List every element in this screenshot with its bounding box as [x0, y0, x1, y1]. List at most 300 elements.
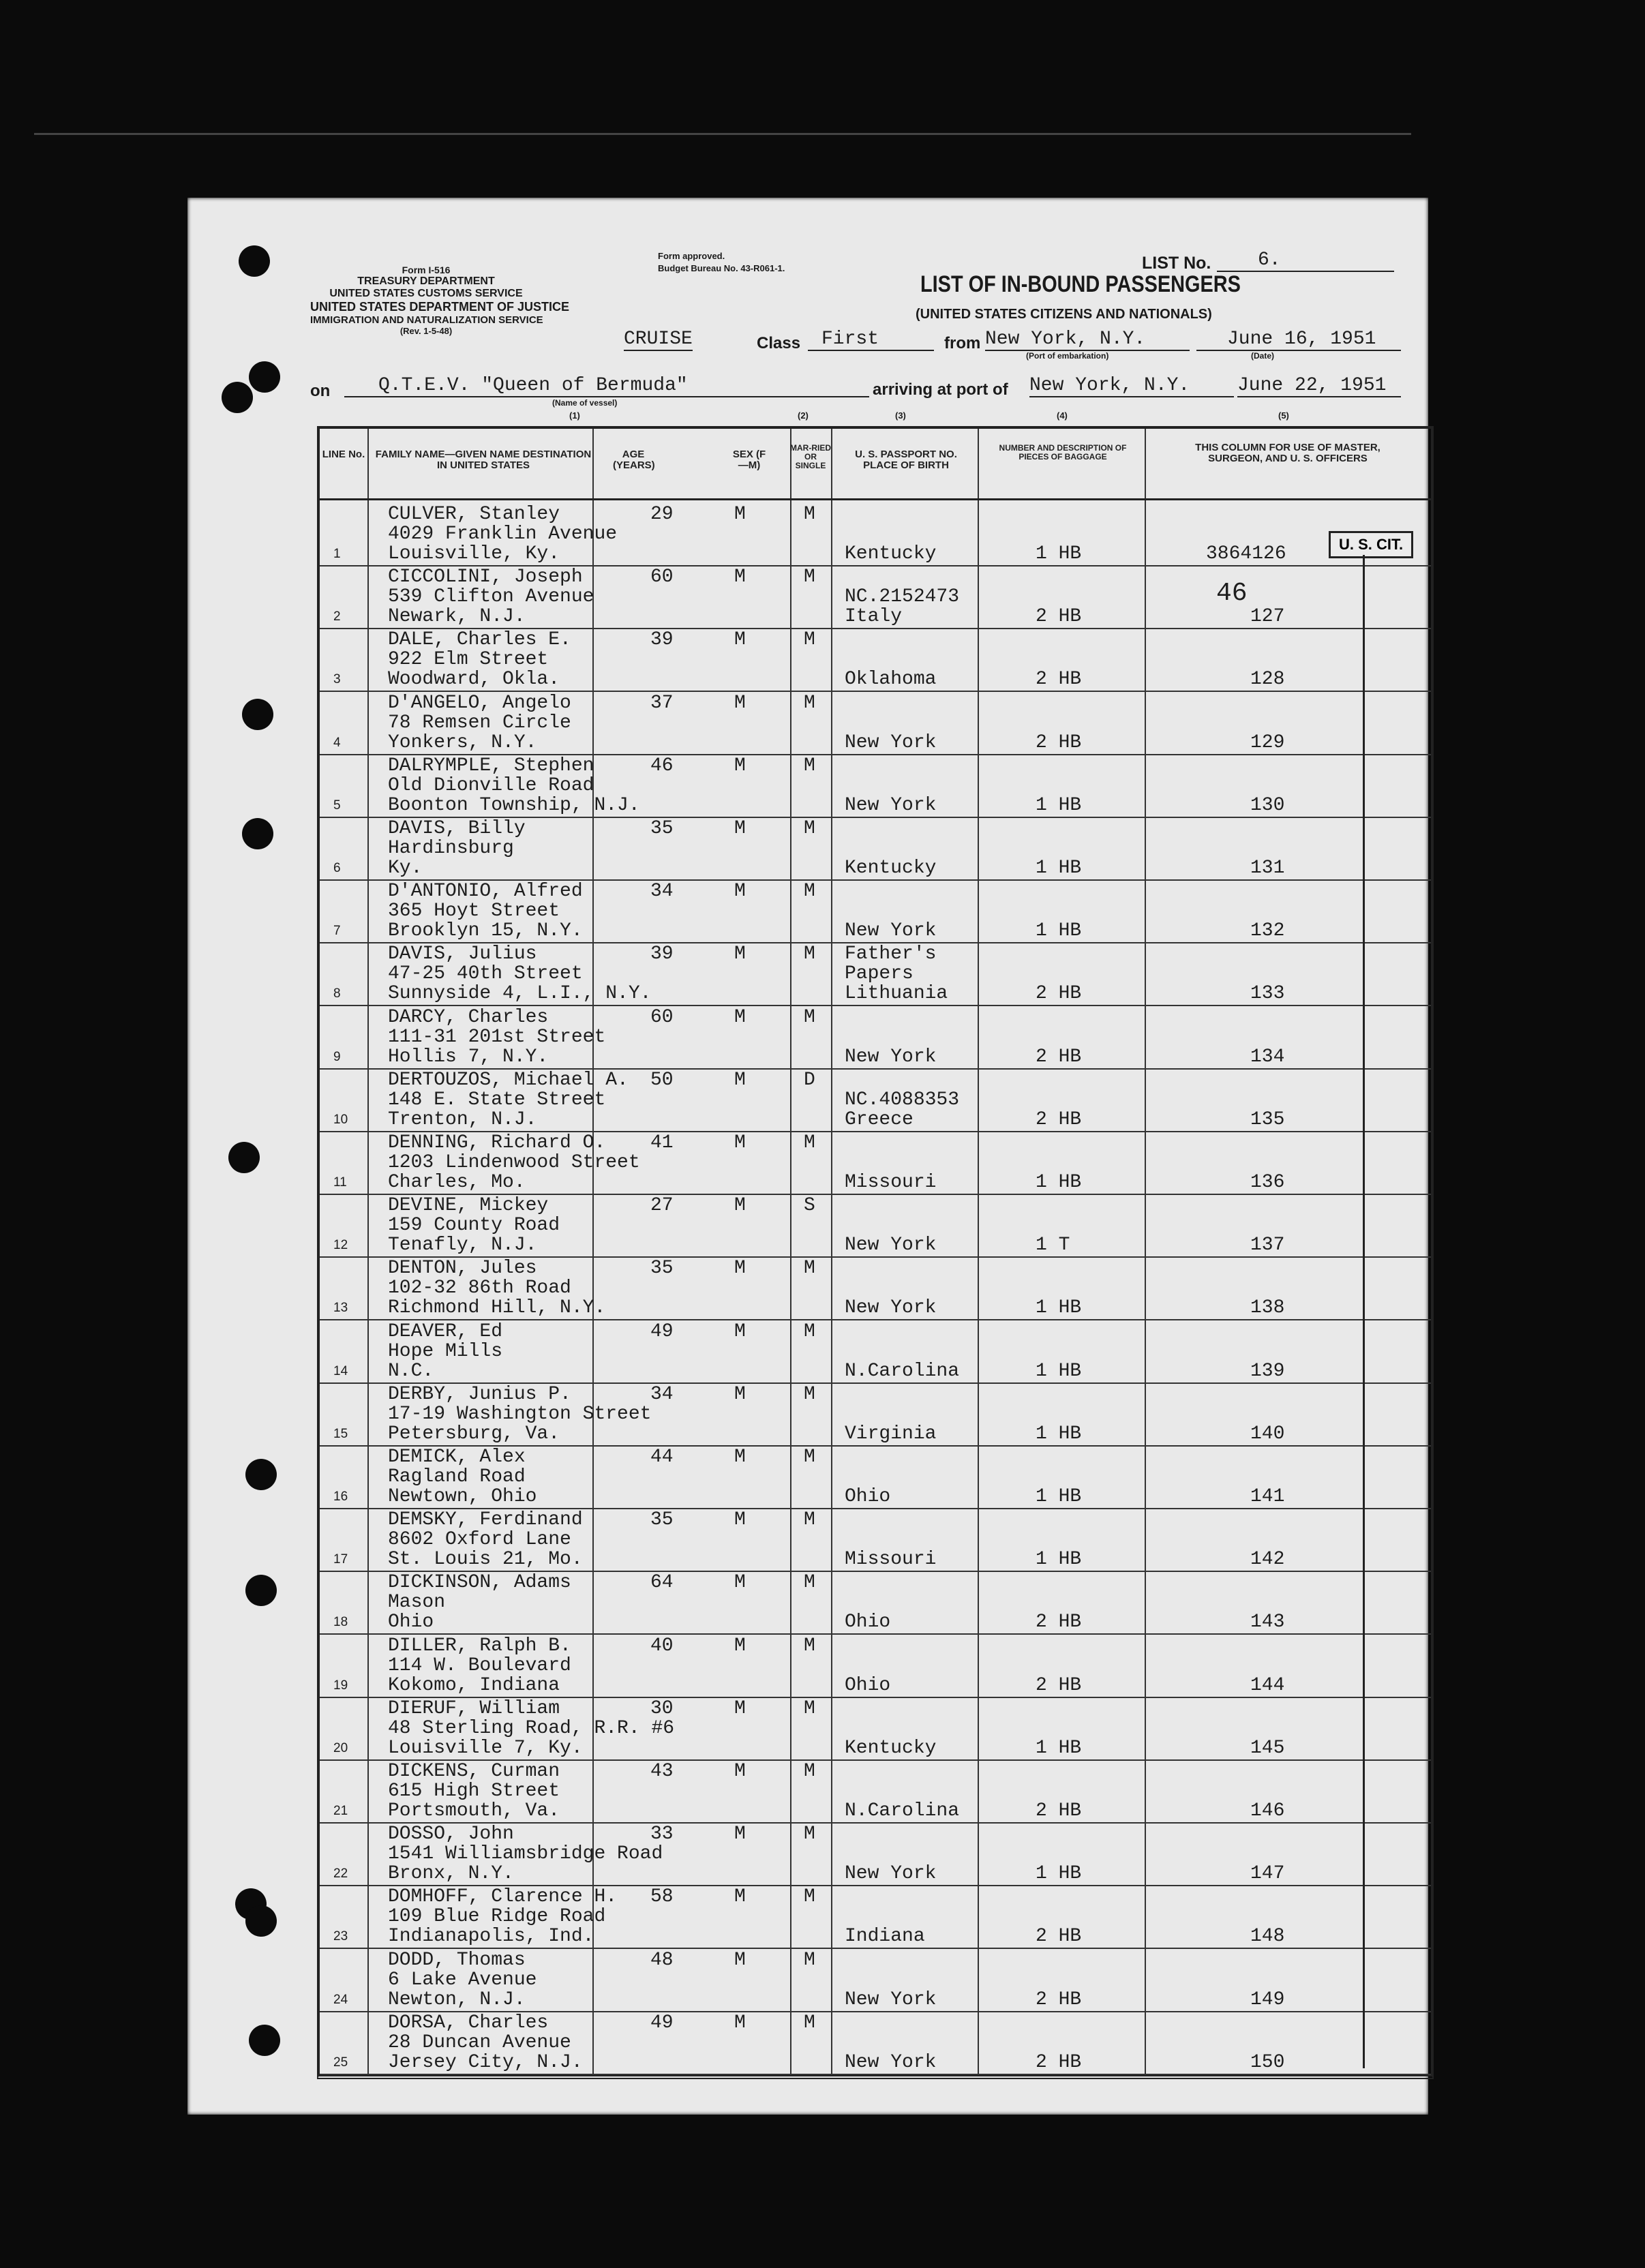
- baggage-value: 1 HB: [1036, 1549, 1082, 1571]
- address-line-2: St. Louis 21, Mo.: [388, 1549, 583, 1571]
- vessel-note: (Name of vessel): [552, 398, 618, 408]
- port-note: (Port of embarkation): [1026, 351, 1109, 361]
- scan-edge-line: [34, 133, 1411, 135]
- marital-status: M: [804, 566, 815, 588]
- address-line-2: Portsmouth, Va.: [388, 1800, 560, 1821]
- address-line-2: Tenafly, N.J.: [388, 1235, 537, 1256]
- table-row: [320, 628, 1431, 692]
- passport-line-1: Father's: [845, 943, 937, 965]
- marital-status: D: [804, 1069, 815, 1091]
- place-of-birth: Virginia: [845, 1423, 937, 1445]
- agency-customs: UNITED STATES CUSTOMS SERVICE: [329, 288, 523, 299]
- from-label: from: [944, 334, 981, 352]
- table-row: [320, 1885, 1431, 1949]
- table-row: [320, 1256, 1431, 1320]
- officer-note: 3864126: [1206, 543, 1286, 564]
- sex-value: M: [734, 692, 746, 714]
- address-line-1: 615 High Street: [388, 1781, 560, 1802]
- address-line-2: Petersburg, Va.: [388, 1423, 560, 1445]
- line-number: 5: [333, 798, 341, 813]
- sex-value: M: [734, 1320, 746, 1342]
- place-of-birth: New York: [845, 2051, 937, 2073]
- sex-value: M: [734, 1195, 746, 1217]
- table-row: [320, 1759, 1431, 1824]
- line-number: 9: [333, 1049, 341, 1064]
- place-of-birth: New York: [845, 920, 937, 942]
- address-line-2: Ohio: [388, 1612, 434, 1633]
- list-title: LIST OF IN-BOUND PASSENGERS: [920, 271, 1241, 297]
- sex-value: M: [734, 1447, 746, 1468]
- embarkation-port: New York, N.Y.: [985, 329, 1190, 351]
- table-row: [320, 691, 1431, 755]
- place-of-birth: New York: [845, 1863, 937, 1885]
- embarkation-date: June 16, 1951: [1196, 329, 1401, 351]
- sex-value: M: [734, 755, 746, 776]
- passenger-name: DODD, Thomas: [388, 1949, 526, 1971]
- table-row: [320, 1445, 1431, 1509]
- marital-status: M: [804, 1320, 815, 1342]
- punch-hole: [242, 699, 273, 730]
- line-number: 13: [333, 1301, 348, 1316]
- age-value: 39: [650, 943, 674, 965]
- line-number: 2: [333, 609, 341, 624]
- age-value: 35: [650, 818, 674, 839]
- us-citizen-stamp: U. S. CIT.: [1329, 531, 1413, 558]
- baggage-value: 2 HB: [1036, 1108, 1082, 1130]
- baggage-value: 2 HB: [1036, 2051, 1082, 2073]
- class-value: First: [808, 329, 934, 351]
- officer-note: 127: [1250, 606, 1285, 628]
- address-line-1: 159 County Road: [388, 1215, 560, 1237]
- age-value: 48: [650, 1949, 674, 1971]
- table-row: [320, 879, 1431, 943]
- officer-note: 130: [1250, 794, 1285, 816]
- line-number: 10: [333, 1112, 348, 1127]
- marital-status: M: [804, 1886, 815, 1908]
- marital-status: M: [804, 629, 815, 651]
- form-number: Form I-516: [402, 264, 451, 275]
- sex-value: M: [734, 1383, 746, 1405]
- baggage-value: 2 HB: [1036, 669, 1082, 691]
- list-subtitle: (UNITED STATES CITIZENS AND NATIONALS): [916, 307, 1212, 322]
- line-number: 24: [333, 1992, 348, 2007]
- table-row: [320, 817, 1431, 881]
- address-line-1: 8602 Oxford Lane: [388, 1529, 571, 1551]
- marital-status: M: [804, 1572, 815, 1594]
- line-number: 11: [333, 1175, 347, 1190]
- sex-value: M: [734, 1949, 746, 1971]
- baggage-value: 2 HB: [1036, 606, 1082, 628]
- marital-status: M: [804, 881, 815, 903]
- place-of-birth: Ohio: [845, 1486, 891, 1507]
- place-of-birth: Italy: [845, 606, 903, 628]
- sex-value: M: [734, 566, 746, 588]
- officer-note: 144: [1250, 1674, 1285, 1696]
- address-line-1: 109 Blue Ridge Road: [388, 1906, 606, 1928]
- address-line-2: Ky.: [388, 858, 423, 879]
- age-value: 30: [650, 1697, 674, 1719]
- marital-status: M: [804, 1447, 815, 1468]
- table-row: [320, 1194, 1431, 1258]
- age-value: 41: [650, 1132, 674, 1153]
- col-header-married: MAR-RIED OR SINGLE: [790, 443, 831, 470]
- place-of-birth: N.Carolina: [845, 1800, 960, 1821]
- line-number: 21: [333, 1804, 348, 1818]
- manifest-page: [187, 198, 1428, 2115]
- officer-note: 148: [1250, 1926, 1285, 1948]
- passenger-name: DAVIS, Julius: [388, 943, 537, 965]
- address-line-2: Yonkers, N.Y.: [388, 731, 537, 753]
- address-line-1: Hardinsburg: [388, 838, 514, 859]
- address-line-2: Newtown, Ohio: [388, 1486, 537, 1507]
- list-number-label: LIST No.: [1142, 254, 1211, 273]
- passport-line-2: NC.4088353: [845, 1089, 960, 1110]
- table-row: [320, 1068, 1431, 1132]
- table-row: [320, 502, 1431, 566]
- baggage-value: 2 HB: [1036, 1926, 1082, 1948]
- age-value: 39: [650, 629, 674, 651]
- officer-note: 136: [1250, 1172, 1285, 1193]
- officer-note: 134: [1250, 1046, 1285, 1068]
- officer-note: 129: [1250, 731, 1285, 753]
- line-number: 6: [333, 861, 341, 875]
- column-number: (1): [569, 410, 580, 421]
- line-number: 17: [333, 1552, 348, 1567]
- table-row: [320, 1822, 1431, 1886]
- form-revision: (Rev. 1-5-48): [399, 326, 453, 336]
- sex-value: M: [734, 1886, 746, 1908]
- address-line-1: 47-25 40th Street: [388, 963, 583, 985]
- age-value: 33: [650, 1824, 674, 1845]
- marital-status: M: [804, 755, 815, 776]
- age-value: 37: [650, 692, 674, 714]
- address-line-2: N.C.: [388, 1360, 434, 1382]
- passenger-name: DENTON, Jules: [388, 1258, 537, 1280]
- baggage-value: 1 HB: [1036, 920, 1082, 942]
- class-label: Class: [757, 334, 801, 352]
- sex-value: M: [734, 1572, 746, 1594]
- baggage-value: 2 HB: [1036, 1046, 1082, 1068]
- line-number: 23: [333, 1929, 348, 1944]
- table-row: [320, 754, 1431, 818]
- place-of-birth: New York: [845, 794, 937, 816]
- col-header-name: FAMILY NAME—GIVEN NAME DESTINATION IN UNITED STATES: [375, 449, 592, 471]
- on-label: on: [310, 382, 331, 400]
- table-row: [320, 1320, 1431, 1384]
- table-row: [320, 1006, 1431, 1070]
- officer-note: 137: [1250, 1235, 1285, 1256]
- address-line-2: Boonton Township, N.J.: [388, 794, 640, 816]
- passport-line-2: Papers: [845, 963, 914, 985]
- arriving-label: arriving at port of: [873, 380, 1008, 399]
- passenger-name: DICKINSON, Adams: [388, 1572, 571, 1594]
- passenger-name: DIERUF, William: [388, 1697, 560, 1719]
- table-row: [320, 1571, 1431, 1635]
- age-value: 49: [650, 2012, 674, 2033]
- age-value: 35: [650, 1258, 674, 1280]
- sex-value: M: [734, 1824, 746, 1845]
- line-number: 18: [333, 1615, 348, 1630]
- passenger-name: D'ANGELO, Angelo: [388, 692, 571, 714]
- line-number: 16: [333, 1490, 348, 1504]
- punch-hole: [249, 2025, 280, 2056]
- agency-immigration: IMMIGRATION AND NATURALIZATION SERVICE: [310, 314, 543, 326]
- passenger-name: DERTOUZOS, Michael A.: [388, 1069, 629, 1091]
- passport-line-2: NC.2152473: [845, 586, 960, 608]
- passenger-table: [317, 426, 1434, 2079]
- place-of-birth: New York: [845, 1297, 937, 1319]
- sex-value: M: [734, 1635, 746, 1657]
- sex-value: M: [734, 943, 746, 965]
- vessel-name: Q.T.E.V. "Queen of Bermuda": [344, 375, 869, 397]
- baggage-value: 2 HB: [1036, 983, 1082, 1005]
- address-line-2: Indianapolis, Ind.: [388, 1926, 594, 1948]
- address-line-2: Jersey City, N.J.: [388, 2051, 583, 2073]
- age-value: 49: [650, 1320, 674, 1342]
- baggage-value: 1 HB: [1036, 1863, 1082, 1885]
- officer-note: 143: [1250, 1612, 1285, 1633]
- marital-status: M: [804, 2012, 815, 2033]
- marital-status: M: [804, 1509, 815, 1531]
- column-number: (5): [1278, 410, 1289, 421]
- age-value: 58: [650, 1886, 674, 1908]
- address-line-2: Richmond Hill, N.Y.: [388, 1297, 606, 1319]
- passenger-name: DENNING, Richard O.: [388, 1132, 606, 1153]
- sex-value: M: [734, 1697, 746, 1719]
- place-of-birth: New York: [845, 1235, 937, 1256]
- table-row: [320, 1382, 1431, 1447]
- marital-status: M: [804, 943, 815, 965]
- address-line-1: Old Dionville Road: [388, 774, 594, 796]
- header-agency-block: [310, 264, 570, 336]
- cruise-label: CRUISE: [624, 329, 693, 350]
- sex-value: M: [734, 629, 746, 651]
- table-row: [320, 1634, 1431, 1698]
- sex-value: M: [734, 1132, 746, 1153]
- address-line-1: 922 Elm Street: [388, 649, 549, 671]
- line-number: 25: [333, 2055, 348, 2070]
- officer-note: 145: [1250, 1737, 1285, 1759]
- passenger-name: CULVER, Stanley: [388, 504, 560, 525]
- baggage-value: 1 HB: [1036, 1486, 1082, 1507]
- table-row: [320, 1508, 1431, 1572]
- col-header-line: LINE No.: [322, 449, 365, 460]
- punch-hole: [239, 245, 270, 277]
- address-line-1: 1541 Williamsbridge Road: [388, 1843, 663, 1865]
- place-of-birth: New York: [845, 731, 937, 753]
- address-line-2: Bronx, N.Y.: [388, 1863, 514, 1885]
- table-row: [320, 942, 1431, 1006]
- age-value: 60: [650, 1006, 674, 1028]
- address-line-1: 114 W. Boulevard: [388, 1654, 571, 1676]
- line-number: 8: [333, 986, 341, 1001]
- officer-note: 133: [1250, 983, 1285, 1005]
- address-line-2: Woodward, Okla.: [388, 669, 560, 691]
- passenger-name: DEVINE, Mickey: [388, 1195, 549, 1217]
- baggage-value: 1 HB: [1036, 543, 1082, 564]
- passenger-name: DICKENS, Curman: [388, 1761, 560, 1782]
- address-line-2: Newark, N.J.: [388, 606, 526, 628]
- punch-hole: [222, 382, 253, 413]
- line-number: 3: [333, 672, 341, 687]
- address-line-1: 539 Clifton Avenue: [388, 586, 594, 608]
- address-line-1: 102-32 86th Road: [388, 1277, 571, 1299]
- officer-note: 128: [1250, 669, 1285, 691]
- punch-hole: [228, 1142, 260, 1173]
- address-line-1: 78 Remsen Circle: [388, 712, 571, 734]
- age-value: 29: [650, 504, 674, 525]
- officer-note: 149: [1250, 1989, 1285, 2010]
- officer-note: 150: [1250, 2051, 1285, 2073]
- agency-treasury: TREASURY DEPARTMENT: [357, 275, 495, 287]
- marital-status: M: [804, 1132, 815, 1153]
- address-line-2: Newton, N.J.: [388, 1989, 526, 2010]
- line-number: 7: [333, 924, 341, 939]
- baggage-value: 2 HB: [1036, 1800, 1082, 1821]
- table-row: [320, 2011, 1431, 2075]
- address-line-1: 148 E. State Street: [388, 1089, 606, 1110]
- line-number: 20: [333, 1740, 348, 1755]
- baggage-value: 1 HB: [1036, 1737, 1082, 1759]
- sex-value: M: [734, 504, 746, 525]
- place-of-birth: Kentucky: [845, 1737, 937, 1759]
- punch-hole: [242, 818, 273, 849]
- col-header-baggage: NUMBER AND DESCRIPTION OF PIECES OF BAGGAGE: [999, 443, 1127, 462]
- passenger-name: DEMICK, Alex: [388, 1447, 526, 1468]
- marital-status: M: [804, 818, 815, 839]
- baggage-value: 2 HB: [1036, 731, 1082, 753]
- marital-status: M: [804, 692, 815, 714]
- officer-note: 140: [1250, 1423, 1285, 1445]
- passenger-name: DALE, Charles E.: [388, 629, 571, 651]
- passenger-name: DILLER, Ralph B.: [388, 1635, 571, 1657]
- table-row: [320, 1131, 1431, 1195]
- address-line-1: 111-31 201st Street: [388, 1026, 606, 1048]
- address-line-1: 28 Duncan Avenue: [388, 2031, 571, 2053]
- address-line-1: 17-19 Washington Street: [388, 1403, 652, 1425]
- column-number: (4): [1057, 410, 1068, 421]
- line-number: 22: [333, 1866, 348, 1881]
- baggage-value: 1 HB: [1036, 1423, 1082, 1445]
- line-number: 19: [333, 1678, 348, 1693]
- table-row: [320, 1948, 1431, 2012]
- agency-justice: UNITED STATES DEPARTMENT OF JUSTICE: [310, 300, 570, 314]
- baggage-value: 1 HB: [1036, 1360, 1082, 1382]
- marital-status: M: [804, 1635, 815, 1657]
- passenger-name: DORSA, Charles: [388, 2012, 549, 2033]
- sex-value: M: [734, 1069, 746, 1091]
- place-of-birth: Ohio: [845, 1674, 891, 1696]
- col-header-sex: SEX (F—M): [732, 449, 766, 471]
- marital-status: M: [804, 1006, 815, 1028]
- marital-status: M: [804, 1383, 815, 1405]
- age-value: 27: [650, 1195, 674, 1217]
- age-value: 46: [650, 755, 674, 776]
- age-value: 35: [650, 1509, 674, 1531]
- officer-note: 132: [1250, 920, 1285, 942]
- address-line-1: 1203 Lindenwood Street: [388, 1152, 640, 1173]
- marital-status: M: [804, 1824, 815, 1845]
- line-number: 15: [333, 1426, 348, 1441]
- age-value: 40: [650, 1635, 674, 1657]
- officer-note: 131: [1250, 858, 1285, 879]
- officer-note: 142: [1250, 1549, 1285, 1571]
- place-of-birth: Ohio: [845, 1612, 891, 1633]
- age-value: 34: [650, 881, 674, 903]
- baggage-value: 2 HB: [1036, 1989, 1082, 2010]
- place-of-birth: Missouri: [845, 1549, 937, 1571]
- baggage-value: 1 T: [1036, 1235, 1070, 1256]
- line-number: 12: [333, 1238, 348, 1253]
- date-note: (Date): [1251, 351, 1275, 361]
- officer-note: 135: [1250, 1108, 1285, 1130]
- passenger-name: CICCOLINI, Joseph: [388, 566, 583, 588]
- address-line-2: Hollis 7, N.Y.: [388, 1046, 549, 1068]
- place-of-birth: New York: [845, 1046, 937, 1068]
- form-approved: Form approved.: [658, 251, 725, 261]
- column-number: (2): [798, 410, 809, 421]
- marital-status: M: [804, 1761, 815, 1782]
- passenger-name: DOSSO, John: [388, 1824, 514, 1845]
- passenger-name: DEMSKY, Ferdinand: [388, 1509, 583, 1531]
- address-line-1: 365 Hoyt Street: [388, 901, 560, 922]
- address-line-2: Brooklyn 15, N.Y.: [388, 920, 583, 942]
- place-of-birth: N.Carolina: [845, 1360, 960, 1382]
- punch-hole: [245, 1905, 277, 1937]
- passenger-name: DAVIS, Billy: [388, 818, 526, 839]
- baggage-value: 1 HB: [1036, 794, 1082, 816]
- address-line-1: 4029 Franklin Avenue: [388, 524, 618, 545]
- marital-status: M: [804, 1697, 815, 1719]
- marital-status: M: [804, 1258, 815, 1280]
- address-line-1: Hope Mills: [388, 1340, 503, 1362]
- passenger-name: DERBY, Junius P.: [388, 1383, 571, 1405]
- sex-value: M: [734, 2012, 746, 2033]
- passenger-name: D'ANTONIO, Alfred: [388, 881, 583, 903]
- budget-bureau: Budget Bureau No. 43-R061-1.: [658, 263, 785, 273]
- officer-note: 138: [1250, 1297, 1285, 1319]
- address-line-2: Louisville 7, Ky.: [388, 1737, 583, 1759]
- line-number: 4: [333, 735, 341, 750]
- col-header-passport: U. S. PASSPORT NO. PLACE OF BIRTH: [855, 449, 957, 471]
- margin-note: 46: [1216, 579, 1248, 608]
- marital-status: S: [804, 1195, 815, 1217]
- age-value: 34: [650, 1383, 674, 1405]
- officer-note: 141: [1250, 1486, 1285, 1507]
- address-line-1: 48 Sterling Road, R.R. #6: [388, 1717, 675, 1739]
- col-header-officers: THIS COLUMN FOR USE OF MASTER, SURGEON, AND U. S. OFFICERS: [1195, 442, 1380, 464]
- place-of-birth: Missouri: [845, 1172, 937, 1193]
- sex-value: M: [734, 1761, 746, 1782]
- age-value: 64: [650, 1572, 674, 1594]
- arrival-port: New York, N.Y.: [1029, 375, 1234, 397]
- col-header-age: AGE (YEARS): [613, 449, 655, 471]
- baggage-value: 1 HB: [1036, 1172, 1082, 1193]
- age-value: 43: [650, 1761, 674, 1782]
- officer-note: 139: [1250, 1360, 1285, 1382]
- address-line-2: Sunnyside 4, L.I., N.Y.: [388, 983, 652, 1005]
- officer-note: 146: [1250, 1800, 1285, 1821]
- punch-hole: [245, 1575, 277, 1606]
- sex-value: M: [734, 1258, 746, 1280]
- place-of-birth: Indiana: [845, 1926, 925, 1948]
- age-value: 44: [650, 1447, 674, 1468]
- baggage-value: 2 HB: [1036, 1674, 1082, 1696]
- address-line-2: Kokomo, Indiana: [388, 1674, 560, 1696]
- baggage-value: 1 HB: [1036, 1297, 1082, 1319]
- address-line-1: Ragland Road: [388, 1466, 526, 1487]
- punch-hole: [245, 1459, 277, 1490]
